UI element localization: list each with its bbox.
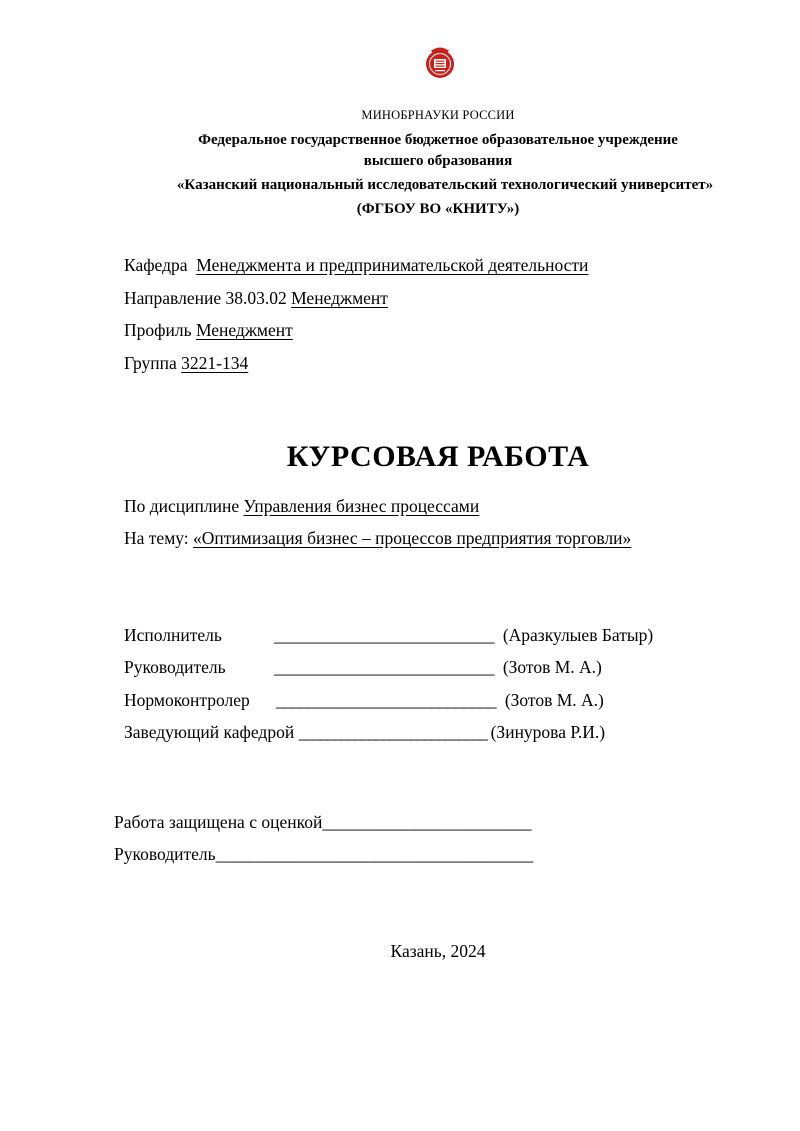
signature-row (124, 657, 602, 678)
grade-label: Работа защищена с оценкой (114, 812, 323, 832)
signature-name: (Аразкулыев Батыр) (502, 625, 654, 645)
signature-name: (Зинурова Р.И.) (490, 722, 606, 742)
signature-role: Заведующий кафедрой (124, 722, 295, 742)
signature-role: Исполнитель (124, 625, 222, 645)
supervisor-label: Руководитель (114, 844, 216, 864)
group-label: Группа (124, 353, 177, 373)
direction-value: Менеджмент (291, 288, 388, 308)
group-value: 3221-134 (181, 353, 249, 373)
discipline-value: Управления бизнес процессами (243, 496, 480, 516)
signature-line: ___________________________ (298, 722, 487, 742)
department-line (124, 255, 588, 276)
department-label: Кафедра (124, 255, 188, 275)
university-logo (424, 46, 456, 80)
profile-line (124, 320, 293, 341)
signature-line: ___________________________ (276, 690, 497, 710)
grade-line (114, 812, 531, 833)
theme-value: «Оптимизация бизнес – процессов предприятия торговли» (193, 528, 632, 548)
profile-label: Профиль (124, 320, 192, 340)
institution-line-2: высшего образования (363, 153, 513, 169)
signature-name: (Зотов М. А.) (504, 690, 604, 710)
signature-row (124, 625, 653, 646)
institution-line-1: Федеральное государственное бюджетное образовательное учреждение (198, 132, 678, 148)
grade-blank: _________________________ (322, 812, 532, 832)
city-year: Казань, 2024 (390, 941, 486, 961)
signature-role: Нормоконтролер (124, 690, 250, 710)
signature-line: ___________________________ (274, 625, 495, 645)
signature-line: ___________________________ (274, 657, 495, 677)
supervisor-line (114, 844, 533, 865)
signature-row (124, 722, 605, 743)
signature-role: Руководитель (124, 657, 226, 677)
profile-value: Менеджмент (195, 320, 293, 340)
theme-label: На тему: (124, 528, 189, 548)
institution-line-3: «Казанский национальный исследовательский технологический университет» (176, 177, 714, 193)
discipline-line (124, 496, 479, 517)
institution-abbr: (ФГБОУ ВО «КНИТУ») (356, 201, 520, 217)
direction-line (124, 288, 388, 309)
signature-name: (Зотов М. А.) (502, 657, 602, 677)
supervisor-blank: ______________________________________ (215, 844, 533, 864)
group-line (124, 353, 248, 374)
direction-label: Направление 38.03.02 (124, 288, 287, 308)
department-value: Менеджмента и предпринимательской деятельности (196, 255, 589, 275)
document-title: КУРСОВАЯ РАБОТА (286, 440, 590, 473)
ministry-name: МИНОБРНАУКИ РОССИИ (361, 108, 515, 122)
discipline-label: По дисциплине (124, 496, 240, 516)
theme-line (124, 528, 631, 549)
signature-row (124, 690, 604, 711)
